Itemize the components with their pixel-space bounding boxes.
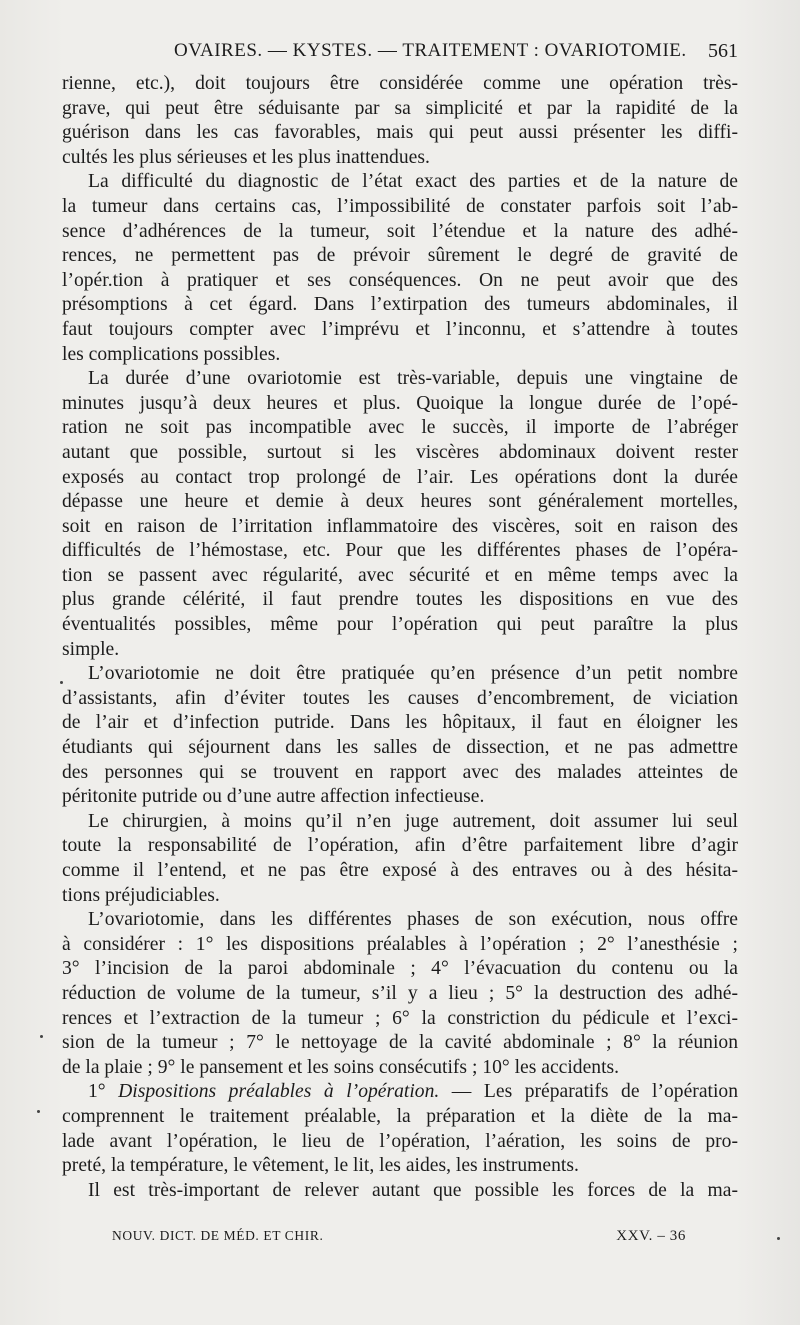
text-line: minutes jusqu’à deux heures et plus. Quoique la longue durée de l’opé- (62, 392, 738, 414)
section-heading-line (62, 1080, 738, 1105)
text-line: étudiants qui séjournent dans les salles de dissection, et ne pas admettre (62, 737, 738, 759)
text-line: soit en raison de l’irritation inflammatoire des viscères, soit en raison des (62, 515, 738, 537)
text-line: réduction de volume de la tumeur, s’il y a lieu ; 5° la destruction des adhé- (62, 982, 738, 1004)
text-line: rienne, etc.), doit toujours être considérée comme une opération très- (62, 73, 738, 94)
text-line: comme il l’entend, et ne pas être exposé à des entraves ou à des hésita- (62, 860, 738, 881)
paper-speck (60, 681, 63, 684)
paper-speck (37, 1110, 40, 1113)
text-line: La difficulté du diagnostic de l’état exact des parties et de la nature de (88, 171, 738, 193)
paper-speck (40, 1035, 43, 1038)
text-line: ration ne soit pas incompatible avec le succès, il importe de l’abréger (62, 417, 738, 439)
text-line: L’ovariotomie, dans les différentes phases de son exécution, nous offre (88, 909, 738, 931)
text-line: péritonite putride ou d’une autre affection infectieuse. (62, 786, 485, 808)
text-line: simple. (62, 638, 120, 660)
text-line: autant que possible, surtout si les viscères abdominaux doivent rester (62, 441, 738, 463)
paper-speck (777, 1237, 780, 1240)
text-line: plus grande célérité, il faut prendre toutes les dispositions en vue des (62, 589, 738, 611)
text-line: lade avant l’opération, le lieu de l’opération, l’aération, les soins de pro- (62, 1130, 738, 1152)
running-head-title: OVAIRES. — KYSTES. — TRAITEMENT : OVARIOTOMIE. (174, 40, 687, 61)
text-line: preté, la température, le vêtement, le lit, les aides, les instruments. (62, 1155, 579, 1177)
text-line: grave, qui peut être séduisante par sa simplicité et par la rapidité de la (62, 97, 738, 119)
text-line: toute la responsabilité de l’opération, afin d’être parfaitement libre d’agir (62, 835, 738, 857)
text-line: difficultés de l’hémostase, etc. Pour que les différentes phases de l’opéra- (62, 540, 738, 562)
section-number: 1° (88, 1081, 119, 1103)
text-line: présomptions à cet égard. Dans l’extirpation des tumeurs abdominales, il (62, 294, 738, 316)
text-line: éventualités possibles, même pour l’opération qui peut paraître la plus (62, 614, 738, 636)
text-line: faut toujours compter avec l’imprévu et l’inconnu, et s’attendre à toutes (62, 318, 738, 340)
text-line: de l’air et d’infection putride. Dans les hôpitaux, il faut en éloigner les (62, 712, 738, 734)
section-lead-text: — Les préparatifs de l’opération (439, 1081, 738, 1103)
text-line: les complications possibles. (62, 343, 281, 365)
text-line: des personnes qui se trouvent en rapport avec des malades atteintes de (62, 761, 738, 783)
text-line: tions préjudiciables. (62, 884, 220, 906)
body-text (62, 72, 738, 1203)
text-line: comprennent le traitement préalable, la préparation et la diète de la ma- (62, 1105, 738, 1127)
running-head (62, 40, 738, 68)
text-line: sence d’adhérences de la tumeur, soit l’étendue et la nature des adhé- (62, 220, 738, 242)
text-line: rences, ne permettent pas de prévoir sûrement le degré de gravité de (62, 245, 738, 267)
text-line: Le chirurgien, à moins qu’il n’en juge autrement, doit assumer lui seul (88, 810, 738, 832)
text-line: d’assistants, afin d’éviter toutes les causes d’encombrement, de viciation (62, 687, 738, 709)
text-line: dépasse une heure et demie à deux heures sont généralement mortelles, (62, 491, 738, 513)
text-line: exposés au contact trop prolongé de l’air. Les opérations dont la durée (62, 466, 738, 488)
footer-publication: NOUV. DICT. DE MÉD. ET CHIR. (112, 1228, 324, 1243)
text-line: à considérer : 1° les dispositions préalables à l’opération ; 2° l’anesthésie ; (62, 933, 738, 955)
text-line: L’ovariotomie ne doit être pratiquée qu’en présence d’un petit nombre (88, 663, 738, 685)
section-heading: Dispositions préalables à l’opération. (118, 1081, 440, 1103)
text-line: cultés les plus sérieuses et les plus inattendues. (62, 146, 430, 168)
footer-signature: XXV. – 36 (616, 1228, 686, 1244)
text-line: La durée d’une ovariotomie est très-variable, depuis une vingtaine de (88, 368, 738, 390)
text-line: de la plaie ; 9° le pansement et les soins consécutifs ; 10° les accidents. (62, 1056, 620, 1078)
page-number: 561 (708, 40, 738, 62)
text-line: rences et l’extraction de la tumeur ; 6° la constriction du pédicule et l’exci- (62, 1007, 738, 1029)
text-line: 3° l’incision de la paroi abdominale ; 4° l’évacuation du contenu ou la (62, 958, 738, 980)
page-footer (112, 1228, 686, 1248)
text-line: la tumeur dans certains cas, l’impossibilité de constater parfois soit l’ab- (62, 195, 738, 217)
text-line: tion se passent avec régularité, avec sécurité et en même temps avec la (62, 564, 738, 586)
text-line: Il est très-important de relever autant que possible les forces de la ma- (88, 1179, 738, 1201)
text-line: guérison dans les cas favorables, mais qui peut aussi présenter les diffi- (62, 122, 738, 144)
text-line: sion de la tumeur ; 7° le nettoyage de la cavité abdominale ; 8° la réunion (62, 1032, 738, 1054)
text-line: l’opér.tion à pratiquer et ses conséquences. On ne peut avoir que des (62, 269, 738, 291)
